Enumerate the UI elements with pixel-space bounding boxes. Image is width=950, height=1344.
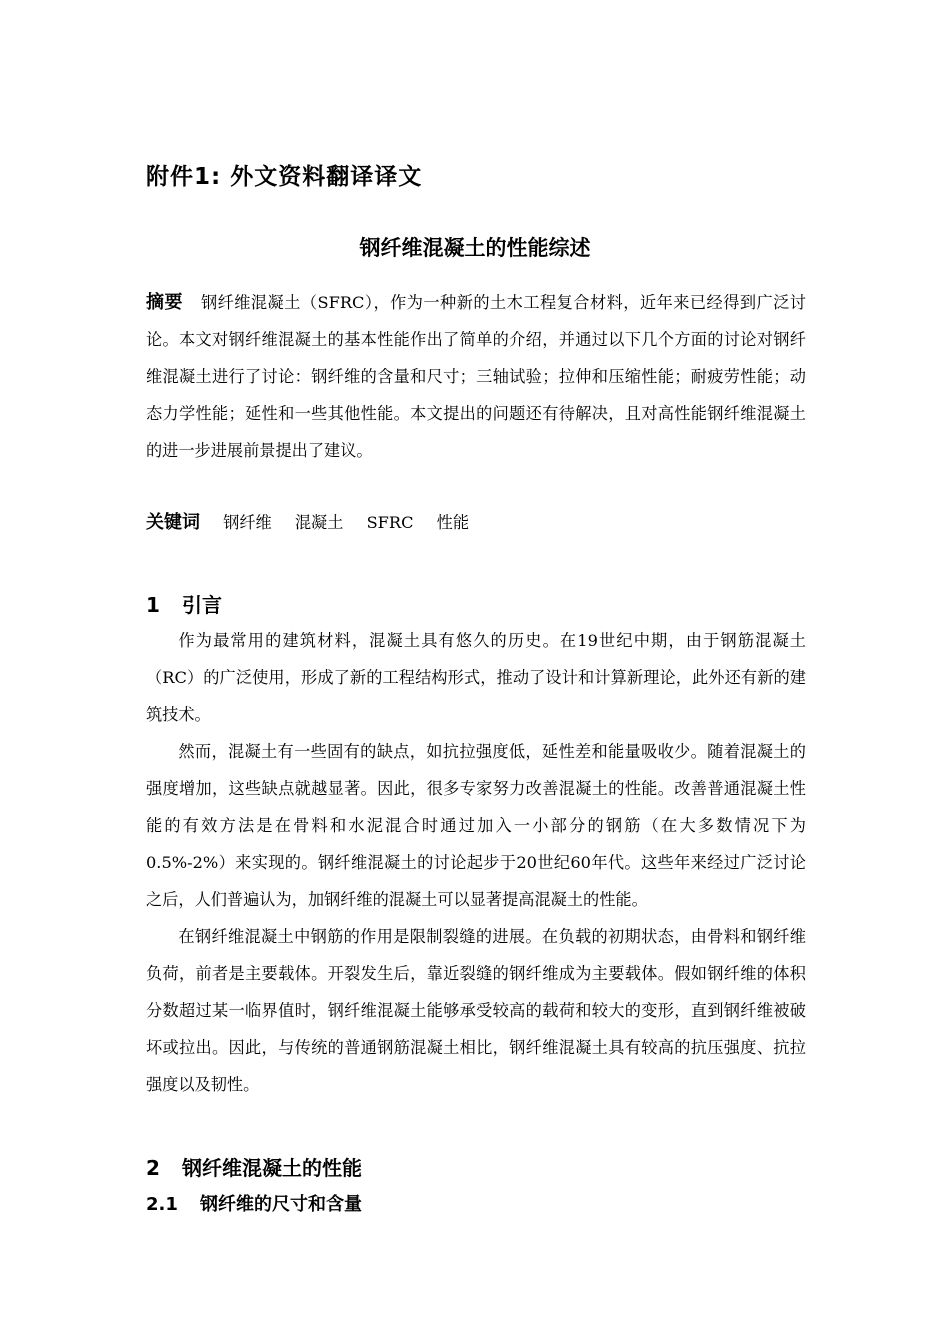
subsection-title: 钢纤维的尺寸和含量 [200, 1194, 362, 1215]
section-heading-properties [146, 1152, 362, 1181]
section-title: 引言 [182, 593, 222, 617]
abstract-text: 钢纤维混凝土（SFRC），作为一种新的土木工程复合材料，近年来已经得到广泛讨论。本文对钢纤维混凝土的基本性能作出了简单的介绍，并通过以下几个方面的讨论对钢纤维混凝土进行了讨论：钢纤维的含量和尺寸；三轴试验；拉伸和压缩性能；耐疲劳性能；动态力学性能；延性和一些其他性能。本文提出的问题还有待解决，且对高性能钢纤维混凝土的进一步进展前景提出了建议。 [146, 293, 806, 460]
keyword-item: SFRC [366, 513, 414, 532]
subsection-number: 2.1 [146, 1194, 178, 1215]
keyword-item: 性能 [436, 513, 470, 532]
keywords-section [146, 504, 487, 541]
section-title: 钢纤维混凝土的性能 [182, 1156, 362, 1180]
paragraph: 在钢纤维混凝土中钢筋的作用是限制裂缝的进展。在负载的初期状态，由骨料和钢纤维负荷，前者是主要载体。开裂发生后，靠近裂缝的钢纤维成为主要载体。假如钢纤维的体积分数超过某一临界值时，钢纤维混凝土能够承受较高的载荷和较大的变形，直到钢纤维被破坏或拉出。因此，与传统的普通钢筋混凝土相比，钢纤维混凝土具有较高的抗压强度、抗拉强度以及韧性。 [146, 927, 806, 1094]
subsection-heading-size [146, 1190, 362, 1216]
keyword-item: 混凝土 [294, 513, 344, 532]
section-number: 1 [146, 593, 160, 617]
keyword-item: 钢纤维 [223, 513, 272, 532]
annex-title: 附件1: 外文资料翻译译文 [146, 164, 423, 190]
keywords-label: 关键词 [146, 512, 200, 533]
abstract-section [146, 284, 806, 469]
section-heading-intro [146, 589, 222, 618]
intro-body [146, 622, 806, 1103]
abstract-label: 摘要 [146, 292, 183, 313]
document-title: 钢纤维混凝土的性能综述 [359, 236, 591, 260]
paragraph: 作为最常用的建筑材料，混凝土具有悠久的历史。在19世纪中期，由于钢筋混凝土（RC）的广泛使用，形成了新的工程结构形式，推动了设计和计算新理论，此外还有新的建筑技术。 [146, 631, 806, 724]
section-number: 2 [146, 1156, 160, 1180]
paragraph: 然而，混凝土有一些固有的缺点，如抗拉强度低，延性差和能量吸收少。随着混凝土的强度增加，这些缺点就越显著。因此，很多专家努力改善混凝土的性能。改善普通混凝土性能的有效方法是在骨料和水泥混合时通过加入一小部分的钢筋（在大多数情况下为0.5%-2%）来实现的。钢纤维混凝土的讨论起步于20世纪60年代。这些年来经过广泛讨论之后，人们普遍认为，加钢纤维的混凝土可以显著提高混凝土的性能。 [146, 742, 806, 909]
